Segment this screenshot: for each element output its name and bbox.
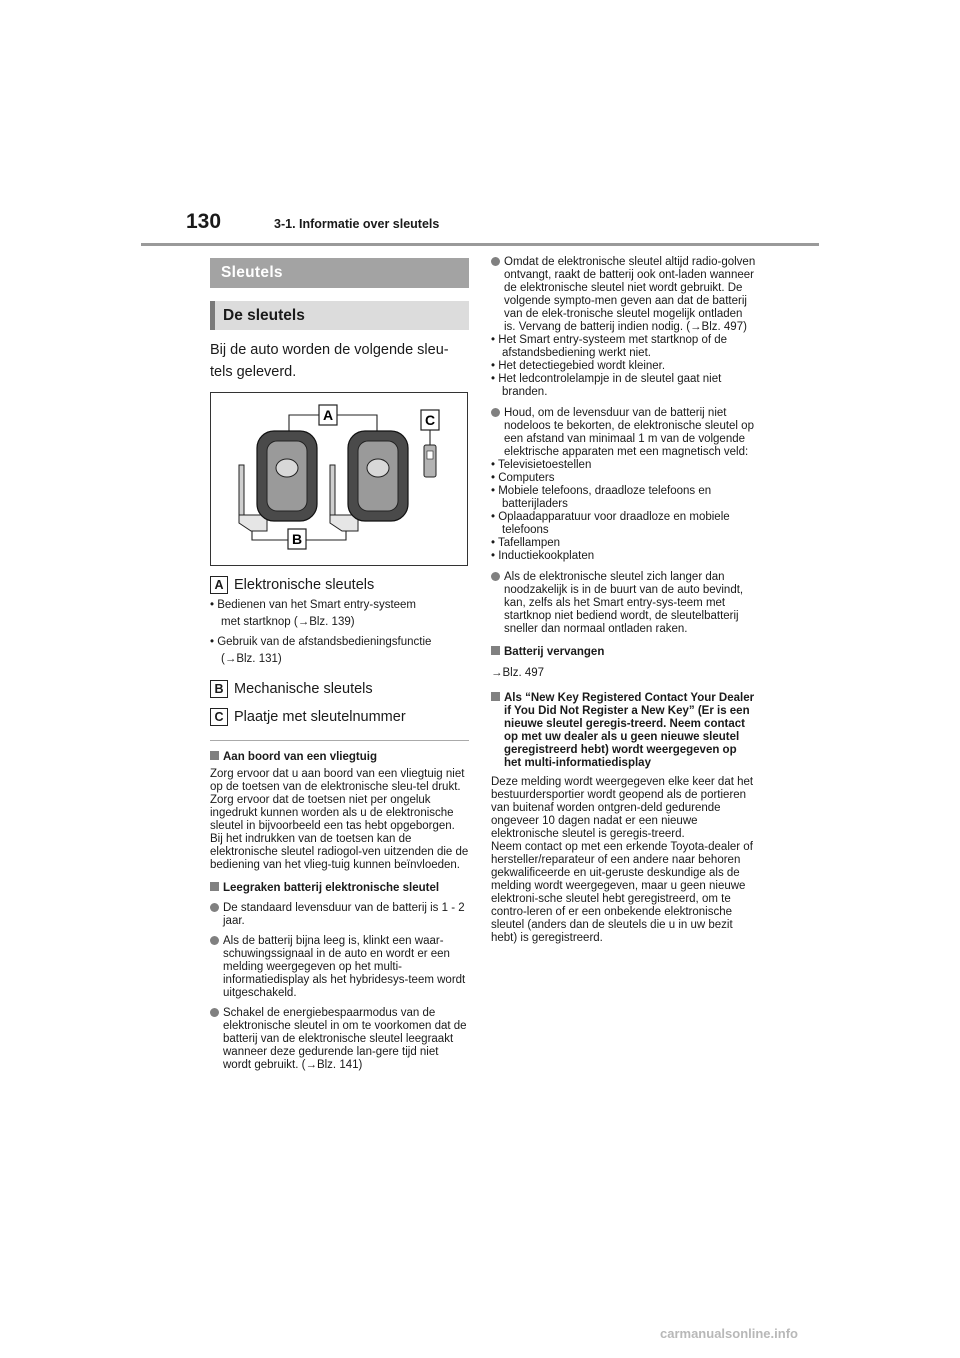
chapter-bar-title: Sleutels xyxy=(210,258,469,288)
distance-point: Houd, om de levensduur van de batterij niet nodeloos te bekorten, de elektronische sleutel op een afstand van minimaal 1 m van de volgende elektrische apparaten met een magnetisch veld: xyxy=(491,407,757,459)
subsection-title: De sleutels xyxy=(210,301,469,330)
legend-a-bullet-2: • Gebruik van de afstandsbedieningsfunctie (→Blz. 131) xyxy=(210,636,432,665)
appliance-item: • Oplaadapparatuur voor draadloze en mobiele telefoons xyxy=(491,511,730,536)
near-vehicle-point: Als de elektronische sleutel zich langer dan noodzakelijk is in de buurt van de auto bevindt, kan, zelfs als het Smart entry-sys-teem met startknop niet bediend wordt, de sleutelbatterij sneller dan normaal ontladen raken. xyxy=(491,571,757,636)
legend-a-bullet-1: • Bedienen van het Smart entry-systeem met startknop (→Blz. 139) xyxy=(210,599,417,628)
battery-drain-point-2: Als de batterij bijna leeg is, klinkt een waar-schuwingssignaal in de auto en wordt er een melding weergegeven op het multi-informatiedisplay als het hybridesys-teem wordt uitgeschakeld. xyxy=(210,935,469,1000)
mech-key-blade-left xyxy=(239,465,244,517)
key-number-plate xyxy=(424,445,436,477)
callout-line-a-left xyxy=(289,415,319,431)
heading-airplane: Aan boord van een vliegtuig xyxy=(210,751,469,764)
page-number: 130 xyxy=(186,210,222,233)
right-column xyxy=(491,256,757,945)
legend-c-box: C xyxy=(210,708,228,726)
header-rule xyxy=(141,243,819,246)
symptom-item: • Het detectiegebied wordt kleiner. xyxy=(491,360,666,372)
watermark: carmanualsonline.info xyxy=(660,1326,798,1341)
intro-line-1: Bij de auto worden de volgende sleu- xyxy=(210,342,449,358)
heading-battery-drain: Leegraken batterij elektronische sleutel xyxy=(210,882,469,895)
callout-line-a-right xyxy=(337,415,377,431)
heading-battery-replace: Batterij vervangen xyxy=(491,646,757,659)
legend-b-text: Mechanische sleutels xyxy=(234,681,373,697)
keys-illustration xyxy=(211,393,467,565)
square-bullet-icon xyxy=(210,882,219,891)
circle-bullet-icon xyxy=(491,408,500,417)
battery-drain-point-3: Schakel de energiebespaarmodus van de elektronische sleutel in om te voorkomen dat de batterij van de elektronische sleutel leegraakt wanneer deze gedurende lan-gere tijd niet wordt gebruikt. (→Blz. 141) xyxy=(210,1007,469,1072)
intro-text xyxy=(210,339,469,383)
square-bullet-icon xyxy=(210,751,219,760)
appliance-item: • Tafellampen xyxy=(491,537,561,549)
left-column xyxy=(210,258,469,1072)
symptom-item: • Het ledcontrolelampje in de sleutel gaat niet branden. xyxy=(491,373,722,398)
section-title: 3-1. Informatie over sleutels xyxy=(274,217,440,231)
battery-replace-ref: →Blz. 497 xyxy=(491,667,545,679)
symptom-list xyxy=(491,334,757,399)
legend-a-text: Elektronische sleutels xyxy=(234,577,375,593)
mech-key-blade-right xyxy=(330,465,335,517)
heading-new-key-registered: Als “New Key Registered Contact Your Dealer if You Did Not Register a New Key” (Er is een nieuwe sleutel geregis-treerd. Neem contact op met uw dealer als u geen nieuwe sleutel geregistreerd hebt) wordt weergegeven op het multi-informatiedisplay xyxy=(491,692,757,770)
legend-c-text: Plaatje met sleutelnummer xyxy=(234,709,406,725)
circle-bullet-icon xyxy=(210,903,219,912)
airplane-text: Zorg ervoor dat u aan boord van een vliegtuig niet op de toetsen van de elektronische sleu-tel drukt. Zorg ervoor dat de toetsen niet per ongeluk ingedrukt kunnen worden als u de elektronische sleutel in bijvoorbeeld een tas hebt opgeborgen. Bij het indrukken van de toetsen kan de elektronische sleutel radiogol-ven uitzenden die de bediening van het vlieg-tuig kunnen beïnvloeden. xyxy=(210,768,469,871)
electronic-key-left-button xyxy=(276,459,298,477)
circle-bullet-icon xyxy=(210,1008,219,1017)
appliance-item: • Televisietoestellen xyxy=(491,459,592,471)
appliance-item: • Inductiekookplaten xyxy=(491,550,595,562)
radio-waves-point: Omdat de elektronische sleutel altijd radio-golven ontvangt, raakt de batterij ook ont-laden wanneer de elektronische sleutel niet wordt gebruikt. De volgende sympto-men geven aan dat de batterij van de elek-tronische sleutel mogelijk ontladen is. Vervang de batterij indien nodig. (→Blz. 497) xyxy=(491,256,757,334)
legend-a-box: A xyxy=(210,576,228,594)
legend-c xyxy=(210,708,469,726)
appliance-item: • Computers xyxy=(491,472,555,484)
square-bullet-icon xyxy=(491,692,500,701)
symptom-item: • Het Smart entry-systeem met startknop of de afstandsbediening werkt niet. xyxy=(491,334,728,359)
legend-b xyxy=(210,680,469,698)
new-key-text-1: Deze melding wordt weergegeven elke keer dat het bestuurdersportier wordt geopend als de portieren van buitenaf worden ontgren-deld gedurende ongeveer 10 dagen nadat er een nieuwe elektronische sleutel is geregis-treerd. xyxy=(491,776,754,840)
battery-drain-point-1: De standaard levensduur van de batterij is 1 - 2 jaar. xyxy=(210,902,469,928)
circle-bullet-icon xyxy=(491,257,500,266)
new-key-text-2: Neem contact op met een erkende Toyota-dealer of hersteller/reparateur of een andere naar behoren gekwalificeerde en uit-geruste deskundige als de melding wordt weergegeven, maar u geen nieuwe elektroni-sche sleutel hebt geregistreerd, om te contro-leren of er een onbekende elektronische sleutel (anders dan de sleutels die u in uw bezit hebt) is geregistreerd. xyxy=(491,841,753,944)
label-c: C xyxy=(424,412,436,428)
electronic-key-right-button xyxy=(367,459,389,477)
keys-figure xyxy=(210,392,468,566)
intro-line-2: tels geleverd. xyxy=(210,364,297,380)
section-divider xyxy=(210,740,469,741)
circle-bullet-icon xyxy=(210,936,219,945)
label-b: B xyxy=(291,531,303,547)
square-bullet-icon xyxy=(491,646,500,655)
appliance-list xyxy=(491,459,757,563)
legend-a xyxy=(210,576,469,594)
circle-bullet-icon xyxy=(491,572,500,581)
legend-b-box: B xyxy=(210,680,228,698)
key-number-plate-window xyxy=(427,451,433,459)
appliance-item: • Mobiele telefoons, draadloze telefoons en batterijladers xyxy=(491,485,712,510)
label-a: A xyxy=(322,407,334,423)
